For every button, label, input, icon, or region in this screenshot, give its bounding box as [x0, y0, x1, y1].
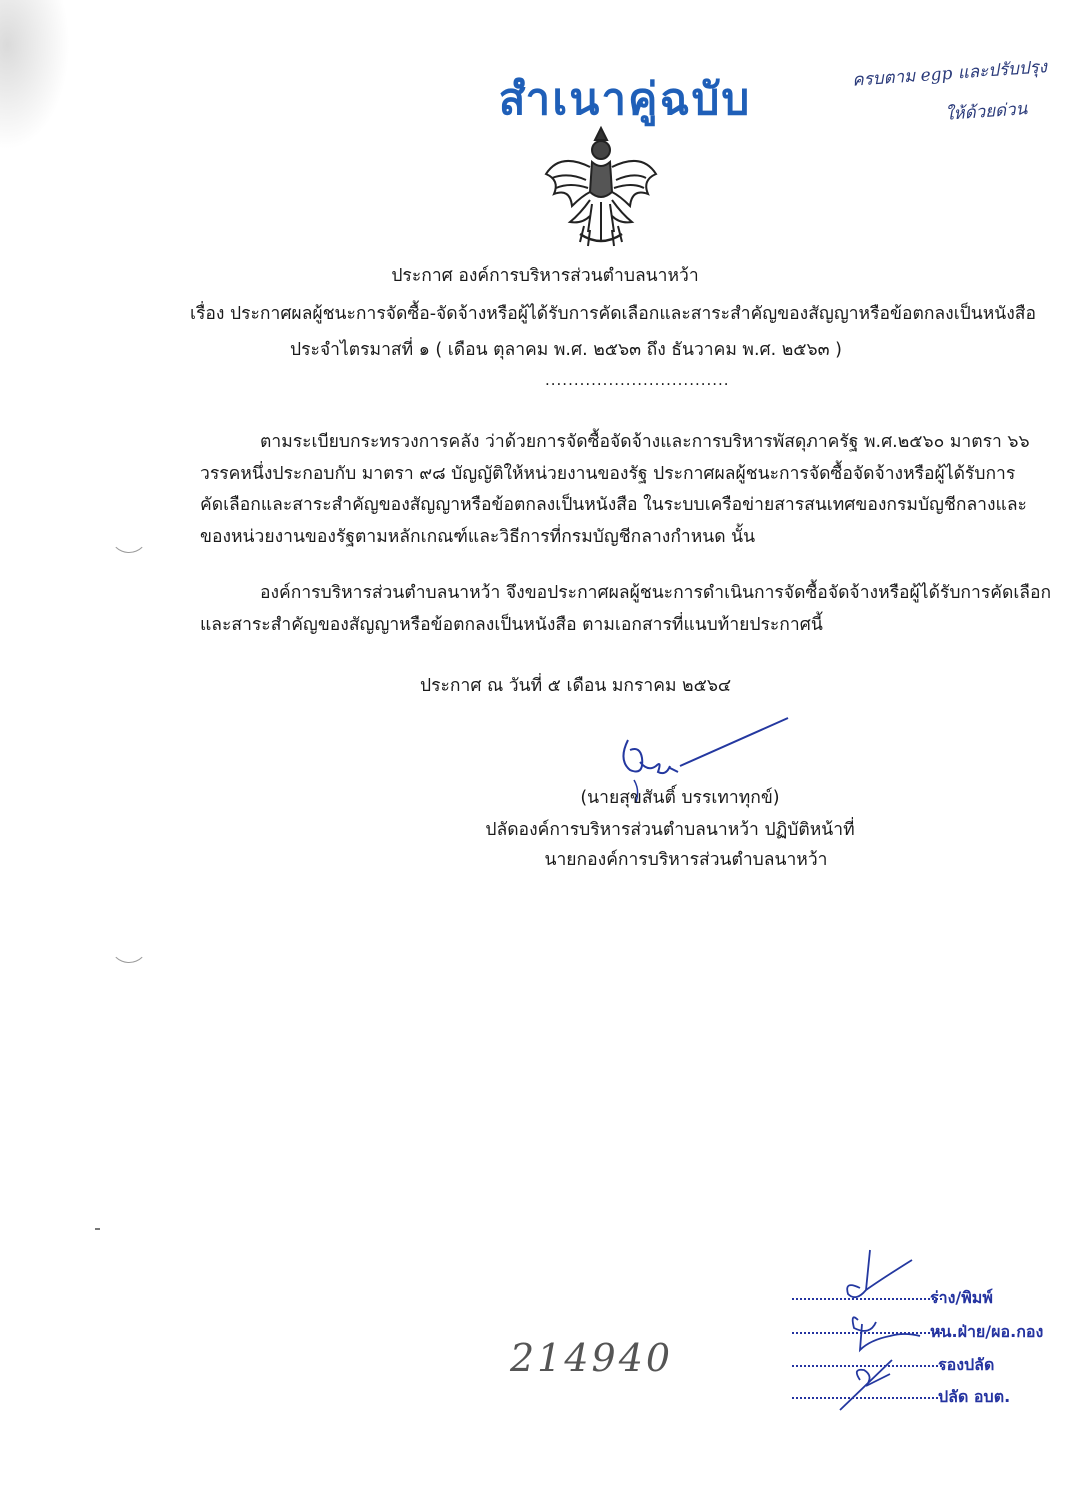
separator-dots: ................................ [545, 371, 730, 389]
scan-shadow [0, 0, 70, 150]
paragraph1-line: วรรคหนึ่งประกอบกับ มาตรา ๙๘ บัญญัติให้หน่วยงานของรัฐ ประกาศผลผู้ชนะการจัดซื้อจัดจ้างหรือผู้ได้รับการ [200, 463, 1016, 484]
handwritten-number: 214940 [510, 1336, 674, 1380]
routing-dots [792, 1332, 942, 1334]
scan-mark [95, 1228, 100, 1230]
body-paragraph-1 [200, 427, 1040, 553]
announcement-title: ประกาศ องค์การบริหารส่วนตำบลนาหว้า [391, 266, 699, 286]
routing-label-head: หน.ฝ่าย/ผอ.กอง [930, 1322, 1044, 1341]
handwritten-note-line2: ให้ด้วยด่วน [944, 99, 1028, 125]
body-paragraph-2 [200, 578, 1052, 641]
announcement-date: ประกาศ ณ วันที่ ๕ เดือน มกราคม ๒๕๖๔ [420, 676, 732, 696]
signer-name: (นายสุขสันติ์ บรรเทาทุกข์) [580, 788, 780, 808]
garuda-emblem-icon [540, 122, 662, 250]
paragraph1-line: ของหน่วยงานของรัฐตามหลักเกณฑ์และวิธีการที่กรมบัญชีกลางกำหนด นั้น [200, 526, 756, 547]
handwritten-note-line1: ครบตาม egp และปรับปรุง [851, 57, 1048, 91]
announcement-period: ประจำไตรมาสที่ ๑ ( เดือน ตุลาคม พ.ศ. ๒๕๖๓ ถึง ธันวาคม พ.ศ. ๒๕๖๓ ) [290, 340, 842, 360]
copy-stamp: สำเนาคู่ฉบับ [498, 74, 752, 125]
routing-dots [792, 1397, 942, 1399]
routing-dots [792, 1365, 942, 1367]
punch-hole-mark [110, 516, 148, 553]
signer-position-1: ปลัดองค์การบริหารส่วนตำบลนาหว้า ปฏิบัติหน้าที่ [485, 820, 855, 840]
paragraph2-line: องค์การบริหารส่วนตำบลนาหว้า จึงขอประกาศผลผู้ชนะการดำเนินการจัดซื้อจัดจ้างหรือผู้ได้รับการคัดเลือก [260, 583, 1052, 603]
paragraph1-line: ตามระเบียบกระทรวงการคลัง ว่าด้วยการจัดซื้อจัดจ้างและการบริหารพัสดุภาครัฐ พ.ศ.๒๕๖๐ มาตรา ๖๖ [260, 432, 1030, 452]
paragraph1-line: คัดเลือกและสาระสำคัญของสัญญาหรือข้อตกลงเป็นหนังสือ ในระบบเครือข่ายสารสนเทศของกรมบัญชีกลางและ [200, 495, 1027, 515]
routing-label-draft: ร่าง/พิมพ์ [930, 1288, 993, 1307]
punch-hole-mark [110, 926, 148, 963]
paragraph2-line: และสาระสำคัญของสัญญาหรือข้อตกลงเป็นหนังสือ ตามเอกสารที่แนบท้ายประกาศนี้ [200, 614, 823, 635]
routing-label-chief: ปลัด อบต. [938, 1387, 1011, 1406]
routing-dots [792, 1298, 942, 1300]
announcement-subject: เรื่อง ประกาศผลผู้ชนะการจัดซื้อ-จัดจ้างหรือผู้ได้รับการคัดเลือกและสาระสำคัญของสัญญาหรือข้อตกลงเป็นหนังสือ [190, 304, 1036, 324]
signer-position-2: นายกองค์การบริหารส่วนตำบลนาหว้า [544, 850, 828, 870]
routing-label-deputy: รองปลัด [938, 1355, 995, 1374]
